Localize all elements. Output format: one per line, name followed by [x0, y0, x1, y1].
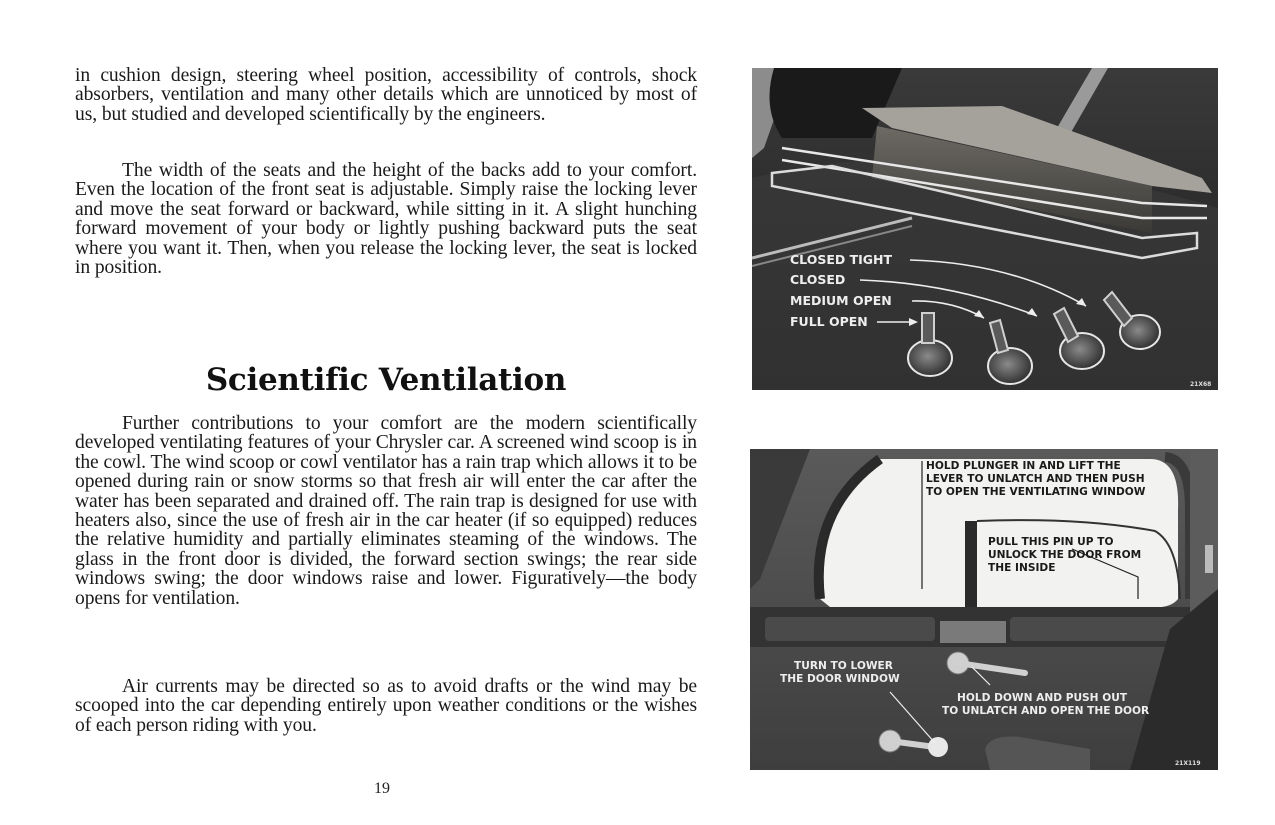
section-heading: Scientific Ventilation: [205, 362, 567, 398]
door-interior-illustration: [750, 449, 1218, 770]
section-paragraph-2: Air currents may be directed so as to avoid drafts or the wind may be scooped into the car depending entirely upon weather conditions or the wishes of each person riding with you.: [75, 676, 697, 736]
label-full-open: FULL OPEN: [790, 314, 868, 329]
section-paragraph-1: Further contributions to your comfort are the modern scientifically developed ventilating features of your Chrysler car. A screened wind scoop is in the cowl. The wind scoop or cowl ventilator has a rain trap which allows it to be opened during rain or snow storms so that fresh air will enter the car after the water has been separated and drained off. The rain trap is designed for use with heaters also, since the use of fresh air in the car heater (if so equipped) reduces the relative humidity and partially eliminates steaming of the windows. The glass in the front door is divided, the forward section swings; the rear side windows swing; the door windows raise and lower. Figuratively—the body opens for ventilation.: [75, 413, 697, 609]
figure-number: 21X68: [1190, 381, 1212, 388]
label-handle-line-1: HOLD DOWN AND PUSH OUT: [957, 692, 1128, 704]
label-vent-line-1: HOLD PLUNGER IN AND LIFT THE: [926, 460, 1121, 472]
label-pin-line-3: THE INSIDE: [988, 562, 1056, 574]
label-vent-line-3: TO OPEN THE VENTILATING WINDOW: [926, 486, 1146, 498]
label-closed-tight: CLOSED TIGHT: [790, 252, 893, 267]
cowl-ventilator-illustration: [752, 68, 1218, 390]
figure-door-interior: [750, 449, 1218, 770]
label-handle-line-2: TO UNLATCH AND OPEN THE DOOR: [942, 705, 1150, 717]
label-pin-line-2: UNLOCK THE DOOR FROM: [988, 549, 1142, 561]
figure-number: 21X119: [1175, 760, 1201, 767]
page-number: 19: [374, 780, 390, 797]
body-paragraph-1: in cushion design, steering wheel position, accessibility of controls, shock absorbers, ventilation and many other details which are unnoticed by most of us, but studied and developed scientifically by the engineers.: [75, 65, 697, 125]
label-medium-open: MEDIUM OPEN: [790, 293, 892, 308]
label-vent-line-2: LEVER TO UNLATCH AND THEN PUSH: [926, 473, 1145, 485]
label-pin-line-1: PULL THIS PIN UP TO: [988, 536, 1114, 548]
label-crank-line-2: THE DOOR WINDOW: [780, 673, 900, 685]
label-closed: CLOSED: [790, 272, 846, 287]
figure-cowl-ventilator: [752, 68, 1218, 390]
label-crank-line-1: TURN TO LOWER: [794, 660, 893, 672]
body-paragraph-2: The width of the seats and the height of the backs add to your comfort. Even the location of the front seat is adjustable. Simply raise the locking lever and move the seat forward or backward, while sitting in it. A slight hunching forward movement of your body or lightly pushing backward puts the seat where you want it. Then, when you release the locking lever, the seat is locked in position.: [75, 160, 697, 279]
